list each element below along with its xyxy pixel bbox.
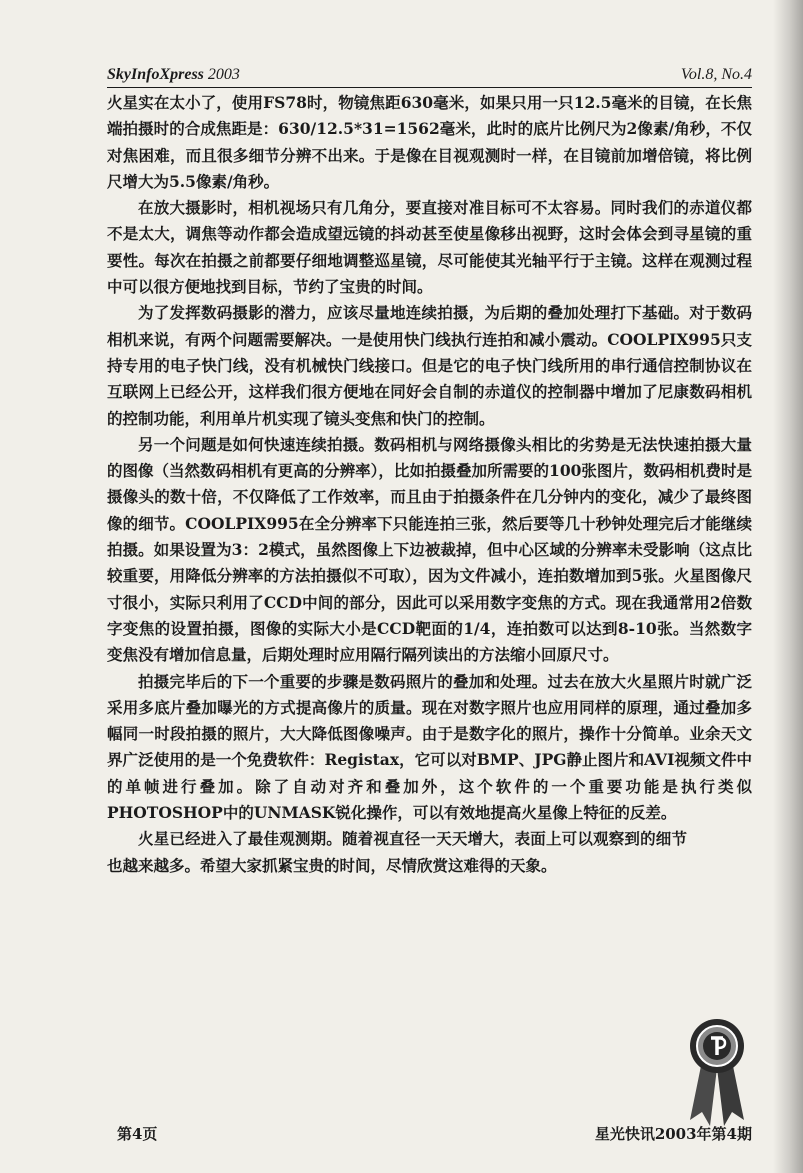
book-spine-shadow (773, 0, 803, 1173)
paragraph-3: 为了发挥数码摄影的潜力，应该尽量地连续拍摄，为后期的叠加处理打下基础。对于数码相机来说，有两个问题需要解决。一是使用快门线执行连拍和减小震动。COOLPIX995只支持专用的电子快门线，没有机械快门线接口。但是它的电子快门线所用的串行通信控制协议在互联网上已经公开，这样我们很方便地在同好会自制的赤道仪的控制器中增加了尼康数码相机的控制功能，利用单片机实现了镜头变焦和快门的控制。 (107, 303, 752, 428)
paragraph-6: 火星已经进入了最佳观测期。随着视直径一天天增大，表面上可以观察到的细节也越来越多。希望大家抓紧宝贵的时间，尽情欣赏这难得的天象。 (107, 829, 687, 875)
article-body (107, 90, 752, 879)
paragraph-1: 火星实在太小了，使用FS78时，物镜焦距630毫米，如果只用一只12.5毫米的目镜，在长焦端拍摄时的合成焦距是：630/12.5*31=1562毫米，此时的底片比例尺为2像素/角秒，不仅对焦困难，而且很多细节分辨不出来。于是像在目视观测时一样，在目镜前加增倍镜，将比例尺增大为5.5像素/角秒。 (107, 93, 752, 191)
running-header (107, 66, 752, 88)
issue-label: 星光快讯2003年第4期 (594, 1125, 752, 1143)
paragraph-4: 另一个问题是如何快速连续拍摄。数码相机与网络摄像头相比的劣势是无法快速拍摄大量的图像（当然数码相机有更高的分辨率），比如拍摄叠加所需要的100张图片，数码相机费时是摄像头的数十倍，不仅降低了工作效率，而且由于拍摄条件在几分钟内的变化，减少了最终图像的细节。COOLPIX995在全分辨率下只能连拍三张，然后要等几十秒钟处理完后才能继续拍摄。如果设置为3：2模式，虽然图像上下边被裁掉，但中心区域的分辨率未受影响（这点比较重要，用降低分辨率的方法拍摄似不可取），因为文件减小，连拍数增加到5张。火星图像尺寸很小，实际只利用了CCD中间的部分，因此可以采用数字变焦的方式。现在我通常用2倍数字变焦的设置拍摄，图像的实际大小是CCD靶面的1/4，连拍数可以达到8-10张。当然数字变焦没有增加信息量，后期处理时应用隔行隔列读出的方法缩小回原尺寸。 (107, 434, 752, 665)
page-footer (117, 1123, 752, 1145)
paragraph-5: 拍摄完毕后的下一个重要的步骤是数码照片的叠加和处理。过去在放大火星照片时就广泛采用多底片叠加曝光的方式提高像片的质量。现在对数字照片也应用同样的原理，通过叠加多幅同一时段拍摄的照片，大大降低图像噪声。由于是数字化的照片，操作十分简单。业余天文界广泛使用的是一个免费软件：Registax，它可以对BMP、JPG静止图片和AVI视频文件中的单帧进行叠加。除了自动对齐和叠加外，这个软件的一个重要功能是执行类似PHOTOSHOP中的UNMASK锐化操作，可以有效地提高火星像上特征的反差。 (107, 671, 752, 823)
header-rule (107, 87, 752, 88)
page-number: 第4页 (117, 1125, 158, 1143)
award-ribbon-icon (682, 1016, 752, 1128)
header-journal (107, 66, 240, 84)
header-volume: Vol.8, No.4 (680, 66, 752, 83)
journal-name: SkyInfoXpress (107, 66, 204, 83)
paragraph-2: 在放大摄影时，相机视场只有几角分，要直接对准目标可不太容易。同时我们的赤道仪都不是太大，调焦等动作都会造成望远镜的抖动甚至使星像移出视野，这时会体会到寻星镜的重要性。每次在拍摄之前都要仔细地调整巡星镜，尽可能使其光轴平行于主镜。这样在观测过程中可以很方便地找到目标，节约了宝贵的时间。 (107, 198, 752, 297)
journal-year: 2003 (207, 66, 240, 83)
